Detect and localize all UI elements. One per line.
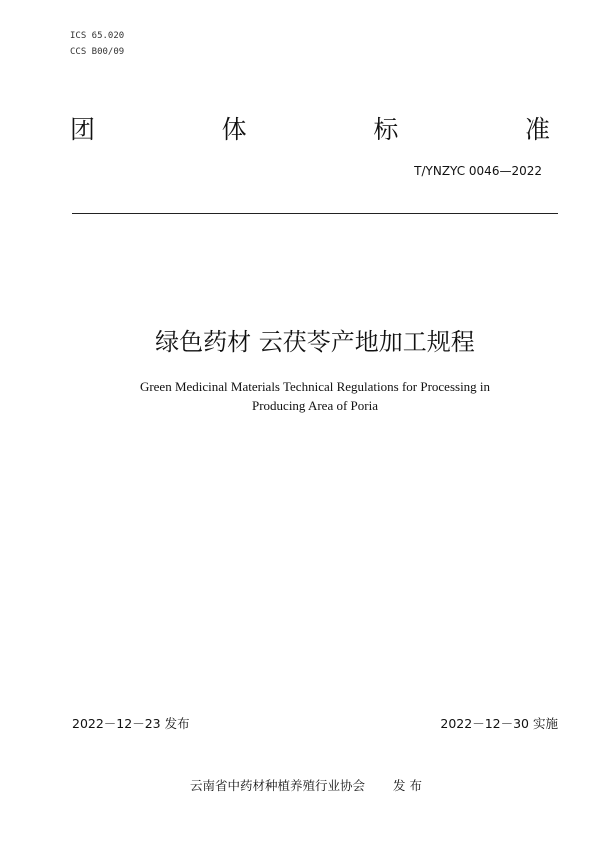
ics-code: ICS 65.020 [70,31,125,41]
ccs-code: CCS B00/09 [70,47,125,57]
publication-date: 2022－12－23 发布 [72,716,190,731]
standard-type-char-4: 准 [524,115,550,144]
title-english-line-1: Green Medicinal Materials Technical Regulations for Processing in [139,379,491,394]
issuing-organization [0,777,600,795]
title-english-line-2: Producing Area of Poria [251,398,378,413]
standard-type-char-2: 体 [221,115,247,144]
issuer-action: 发 布 [393,778,422,793]
header-divider [72,213,558,214]
effective-date: 2022－12－30 实施 [440,716,558,731]
standard-type-char-3: 标 [373,115,399,144]
title-chinese: 绿色药材 云茯苓产地加工规程 [155,328,475,356]
standard-type-heading [70,112,550,148]
title-english [0,377,600,415]
issuer-name: 云南省中药材种植养殖行业协会 [190,778,366,793]
standard-type-char-1: 团 [70,115,96,144]
classification-codes [70,28,124,60]
standard-number: T/YNZYC 0046—2022 [414,164,542,178]
